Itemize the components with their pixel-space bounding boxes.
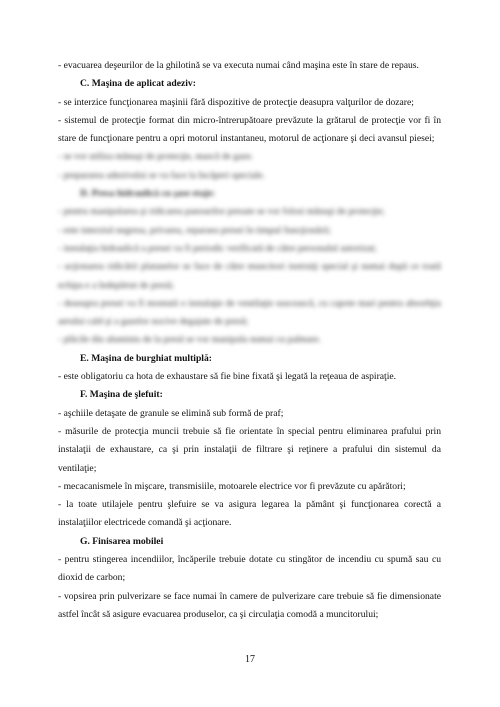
- page-number: 17: [245, 654, 255, 665]
- list-item: - este obligatoriu ca hota de exhaustare să fie bine fixată şi legată la reţeaua de aspiraţie.: [58, 371, 397, 383]
- list-item: - sistemul de protecţie format din micro-întrerupătoare prevăzute la grătarul de protecţie vor fi în stare de funcţionare pentru a opri motorul instantaneu, motorul de acţionare şi deci avansul piesei;: [58, 114, 441, 145]
- section-heading: G. Finisarea mobilei: [80, 535, 164, 547]
- section-heading: E. Maşina de burghiat multiplă:: [80, 352, 212, 364]
- list-item: - la toate utilajele pentru şlefuire se va asigura legarea la pământ şi funcţionarea corectă a instalaţiilor electricede comandă şi acţionare.: [58, 499, 441, 529]
- blurred-text-block: - se vor utiliza mănuşi de protecţie, mască de gaze. - prepararea adezivului se va face la încăperi speciale. D. Presa hidraulică cu şase etaje: - pentru manipularea şi ridicarea panourilor presate se vor folosi mănuşi de protecţie; - este interzisă negresa, privarea, reparaea presei în timpul funcţionării; - instalaţia hidraulică a presei va fi periodic verificată de către personalul autorizat; - acţionarea ridicării platanelor se face de către muncitori instruiţi special şi numai după ce toată echipa e a îndepărtat de presă; - deasupra presei va fi montată o instalaţie de ventilaţie suscească, cu capote mari pentru absorbţia aerului cald şi a gazelor nocive degajate de presă; - plăcile din aluminiu de la presă se vor manipula numai cu palmare.: [58, 151, 441, 346]
- list-item: - măsurile de protecţia muncii trebuie să fie orientate în special pentru eliminarea prafului prin instalaţii de exhaustare, ca şi prin instalaţii de filtrare şi reţinere a prafului din sistemul da ventilaţie;: [58, 425, 441, 474]
- list-item: - pentru stingerea incendiilor, încăperile trebuie dotate cu stingător de incendiu cu spumă sau cu dioxid de carbon;: [58, 554, 441, 584]
- section-heading: F. Maşina de şlefuit:: [80, 389, 163, 401]
- section-heading: C. Maşina de aplicat adeziv:: [80, 78, 196, 90]
- list-item: - mecacanismele în mişcare, transmisiile, motoarele electrice vor fi prevăzute cu apărători;: [58, 480, 406, 492]
- list-item: - se interzice funcţionarea maşinii fără dispozitive de protecţie deasupra valţurilor de dozare;: [58, 96, 414, 108]
- list-item: - aşchiile detaşate de granule se elimină sub formă de praf;: [58, 407, 284, 419]
- page-content: [58, 57, 441, 624]
- paragraph: - evacuarea deşeurilor de la ghilotină se va executa numai când maşina este în stare de repaus.: [58, 60, 419, 71]
- list-item: - vopsirea prin pulverizare se face numai în camere de pulverizare care trebuie să fie dimensionate astfel încât să asigure evacuarea produselor, ca şi circulaţia comodă a muncitorului;: [58, 590, 441, 620]
